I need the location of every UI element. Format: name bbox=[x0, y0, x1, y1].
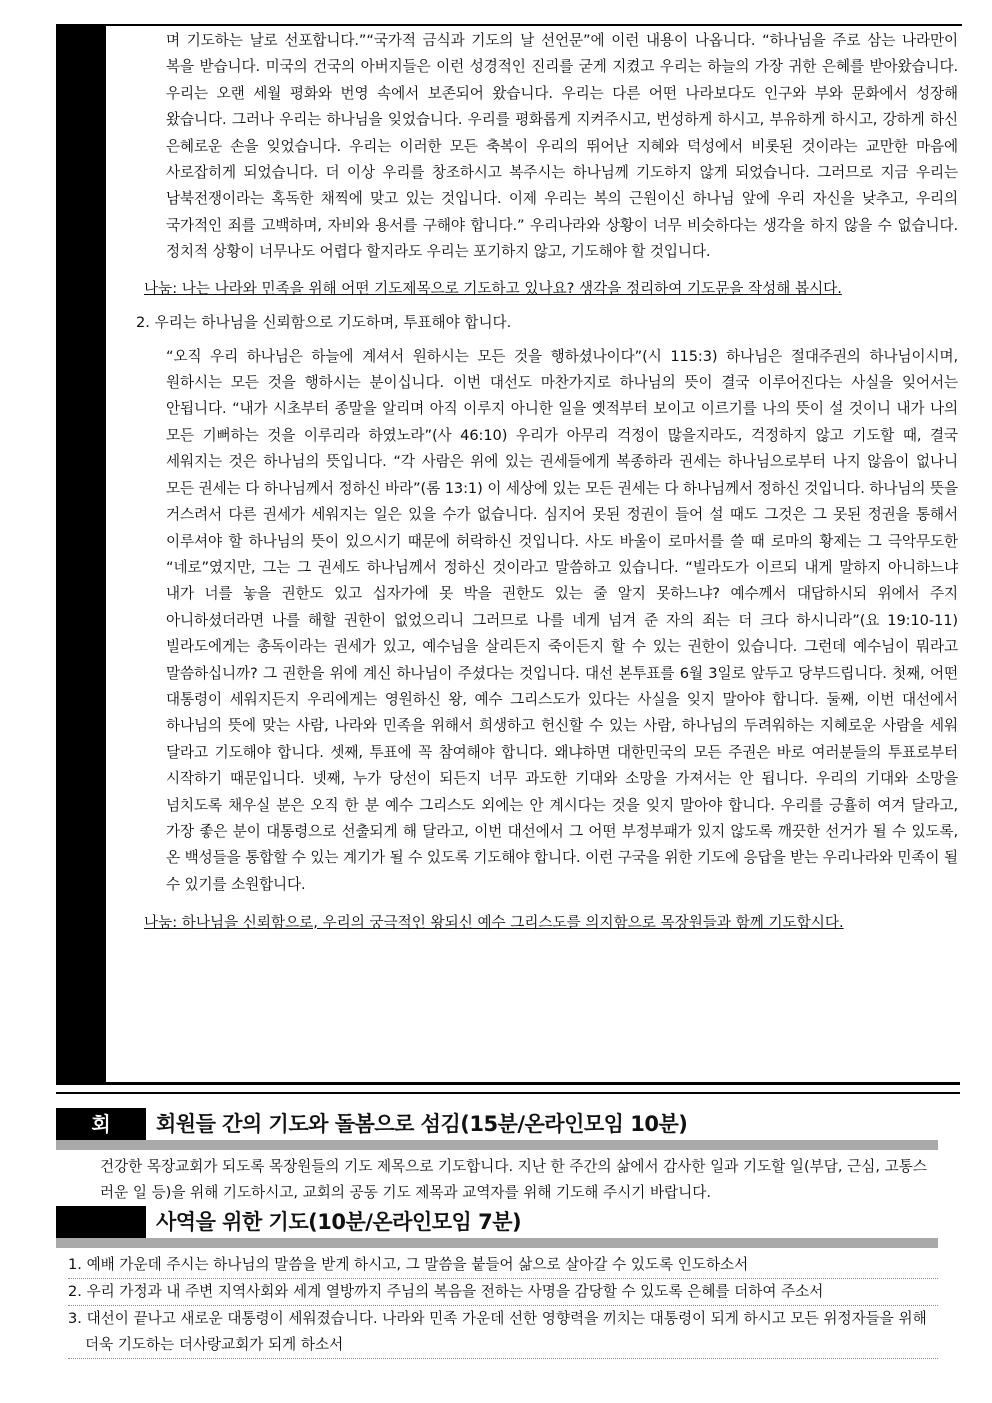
member-section-tag: 회 bbox=[56, 1108, 146, 1140]
mission-section-header bbox=[56, 1206, 938, 1248]
top-rule bbox=[106, 24, 962, 26]
point-2-heading: 2. 우리는 하나님을 신뢰함으로 기도하며, 투표해야 합니다. bbox=[136, 313, 512, 331]
mission-prayer-item: 1. 예배 가운데 주시는 하나님의 말씀을 받게 하시고, 그 말씀을 붙들어 삶으로 살아갈 수 있도록 인도하소서 bbox=[68, 1252, 938, 1279]
mission-prayer-item: 2. 우리 가정과 내 주변 지역사회와 세계 열방까지 주님의 복음을 전하는 사명을 감당할 수 있도록 은혜를 더하여 주소서 bbox=[68, 1279, 938, 1306]
share-question-2: 나눔: 하나님을 신뢰함으로, 우리의 궁극적인 왕되신 예수 그리스도를 의지함으로 목장원들과 함께 기도합시다. bbox=[144, 914, 844, 932]
header-shade bbox=[146, 1140, 938, 1150]
member-section-header bbox=[56, 1108, 938, 1150]
member-section-title: 회원들 간의 기도와 돌봄으로 섬김(15분/온라인모임 10분) bbox=[156, 1112, 688, 1136]
mission-section-tag bbox=[56, 1206, 146, 1238]
member-section-body: 건강한 목장교회가 되도록 목장원들의 기도 제목으로 기도합니다. 지난 한 주간의 삶에서 감사한 일과 기도할 일(부담, 근심, 고통스러운 일 등)을 위해 기도하시고, 교회의 공동 기도 제목과 교역자를 위해 기도해 주시기 바랍니다. bbox=[100, 1158, 927, 1201]
bottom-rule-thick bbox=[56, 1082, 960, 1085]
mission-prayer-list bbox=[68, 1252, 938, 1359]
mission-prayer-item: 3. 대선이 끝나고 새로운 대통령이 세워졌습니다. 나라와 민족 가운데 선한 영향력을 끼치는 대통령이 되게 하시고 모든 위정자들을 위해 더욱 기도하는 더사랑교회가 되게 하소서 bbox=[68, 1306, 938, 1359]
header-shade bbox=[56, 1238, 146, 1248]
bottom-rule-thin bbox=[56, 1092, 960, 1094]
paragraph-2: “오직 우리 하나님은 하늘에 계셔서 원하시는 모든 것을 행하셨나이다”(시 115:3) 하나님은 절대주권의 하나님이시며, 원하시는 모든 것을 행하시는 분이십니다. 이번 대선도 마찬가지로 하나님의 뜻이 결국 이루어진다는 사실을 잊어서는 안됩니다. “내가 시초부터 종말을 알리며 아직 이루지 아니한 일을 옛적부터 보이고 이르기를 나의 뜻이 설 것이니 내가 나의 모든 기뻐하는 것을 이루리라 하였노라”(사 46:10) 우리가 아무리 걱정이 많을지라도, 걱정하지 않고 기도할 때, 결국 세워지는 것은 하나님의 뜻입니다. “각 사람은 위에 있는 권세들에게 복종하라 권세는 하나님으로부터 나지 않음이 없나니 모든 권세는 다 하나님께서 정하신 바라”(롬 13:1) 이 세상에 있는 모든 권세는 다 하나님께서 정하신 것입니다. 하나님의 뜻을 거스려서 다른 권세가 세워지는 일은 있을 수가 없습니다. 심지어 못된 정권이 들어 설 때도 그것은 그 못된 정권을 통해서 이루셔야 할 하나님의 뜻이 있으시기 때문에 허락하신 것입니다. 사도 바울이 로마서를 쓸 때 로마의 황제는 그 극악무도한 “네로”였지만, 그는 그 권세도 하나님께서 정하신 것이라고 말씀하고 있습니다. “빌라도가 이르되 내게 말하지 아니하느냐 내가 너를 놓을 권한도 있고 십자가에 못 박을 권한도 있는 줄 알지 못하느냐? 예수께서 대답하시되 위에서 주지 아니하셨더라면 나를 해할 권한이 없었으리니 그러므로 나를 네게 넘겨 준 자의 죄는 더 크다 하시니라”(요 19:10-11) 빌라도에게는 총독이라는 권세가 있고, 예수님을 살리든지 죽이든지 할 수 있는 권한이 있습니다. 그런데 예수님이 뭐라고 말씀하십니까? 그 권한을 위에 계신 하나님이 주셨다는 것입니다. 대선 본투표를 6월 3일로 앞두고 당부드립니다. 첫째, 어떤 대통령이 세워지든지 우리에게는 영원하신 왕, 예수 그리스도가 있다는 사실을 잊지 말아야 합니다. 둘째, 이번 대선에서 하나님의 뜻에 맞는 사람, 나라와 민족을 위해서 희생하고 헌신할 수 있는 사람, 하나님의 두려워하는 지혜로운 사람을 세워 달라고 기도해야 합니다. 셋째, 투표에 꼭 참여해야 합니다. 왜냐하면 대한민국의 모든 주권은 바로 여러분들의 투표로부터 시작하기 때문입니다. 넷째, 누가 당선이 되든지 너무 과도한 기대와 소망을 가져서는 안 됩니다. 우리의 기대와 소망을 넘치도록 채우실 분은 오직 한 분 예수 그리스도 외에는 안 계시다는 것을 잊지 말아야 합니다. 우리를 긍휼히 여겨 달라고, 가장 좋은 분이 대통령으로 선출되게 해 달라고, 이번 대선에서 그 어떤 부정부패가 있지 않도록 깨끗한 선거가 될 수 있도록, 온 백성들을 통합할 수 있는 계기가 될 수 있도록 기도해야 합니다. 이런 구국을 위한 기도에 응답을 받는 우리나라와 민족이 될 수 있기를 소원합니다. bbox=[166, 347, 958, 893]
paragraph-1: 며 기도하는 날로 선포합니다.”“국가적 금식과 기도의 날 선언문”에 이런 내용이 나옵니다. “하나님을 주로 삼는 나라만이 복을 받습니다. 미국의 건국의 아버지들은 이런 성경적인 진리를 굳게 지켰고 우리는 하늘의 가장 귀한 은혜를 받아왔습니다. 우리는 오랜 세월 평화와 번영 속에서 보존되어 왔습니다. 우리는 다른 어떤 나라보다도 인구와 부와 문화에서 성장해 왔습니다. 그러나 우리는 하나님을 잊었습니다. 우리를 평화롭게 지켜주시고, 번성하게 하시고, 부유하게 하시고, 강하게 하신 은혜로운 손을 잊었습니다. 우리는 이러한 모든 축복이 우리의 뛰어난 지혜와 덕성에서 비롯된 것이라는 교만한 마음에 사로잡히게 되었습니다. 더 이상 우리를 창조하시고 복주시는 하나님께 기도하지 않게 되었습니다. 그러므로 지금 우리는 남북전쟁이라는 혹독한 채찍에 맞고 있는 것입니다. 이제 우리는 복의 근원이신 하나님 앞에 우리 자신을 낮추고, 우리의 국가적인 죄를 고백하며, 자비와 용서를 구해야 합니다.” 우리나라와 상황이 너무 비슷하다는 생각을 하지 않을 수 없습니다. 정치적 상황이 너무나도 어렵다 할지라도 우리는 포기하지 않고, 기도해야 할 것입니다. bbox=[166, 32, 958, 261]
mission-section-title: 사역을 위한 기도(10분/온라인모임 7분) bbox=[156, 1210, 522, 1234]
left-margin-bar bbox=[56, 24, 106, 1082]
main-content bbox=[132, 28, 958, 936]
header-shade bbox=[56, 1140, 146, 1150]
header-shade bbox=[146, 1238, 938, 1248]
share-question-1: 나눔: 나는 나라와 민족을 위해 어떤 기도제목으로 기도하고 있나요? 생각을 정리하여 기도문을 작성해 봅시다. bbox=[144, 279, 842, 297]
